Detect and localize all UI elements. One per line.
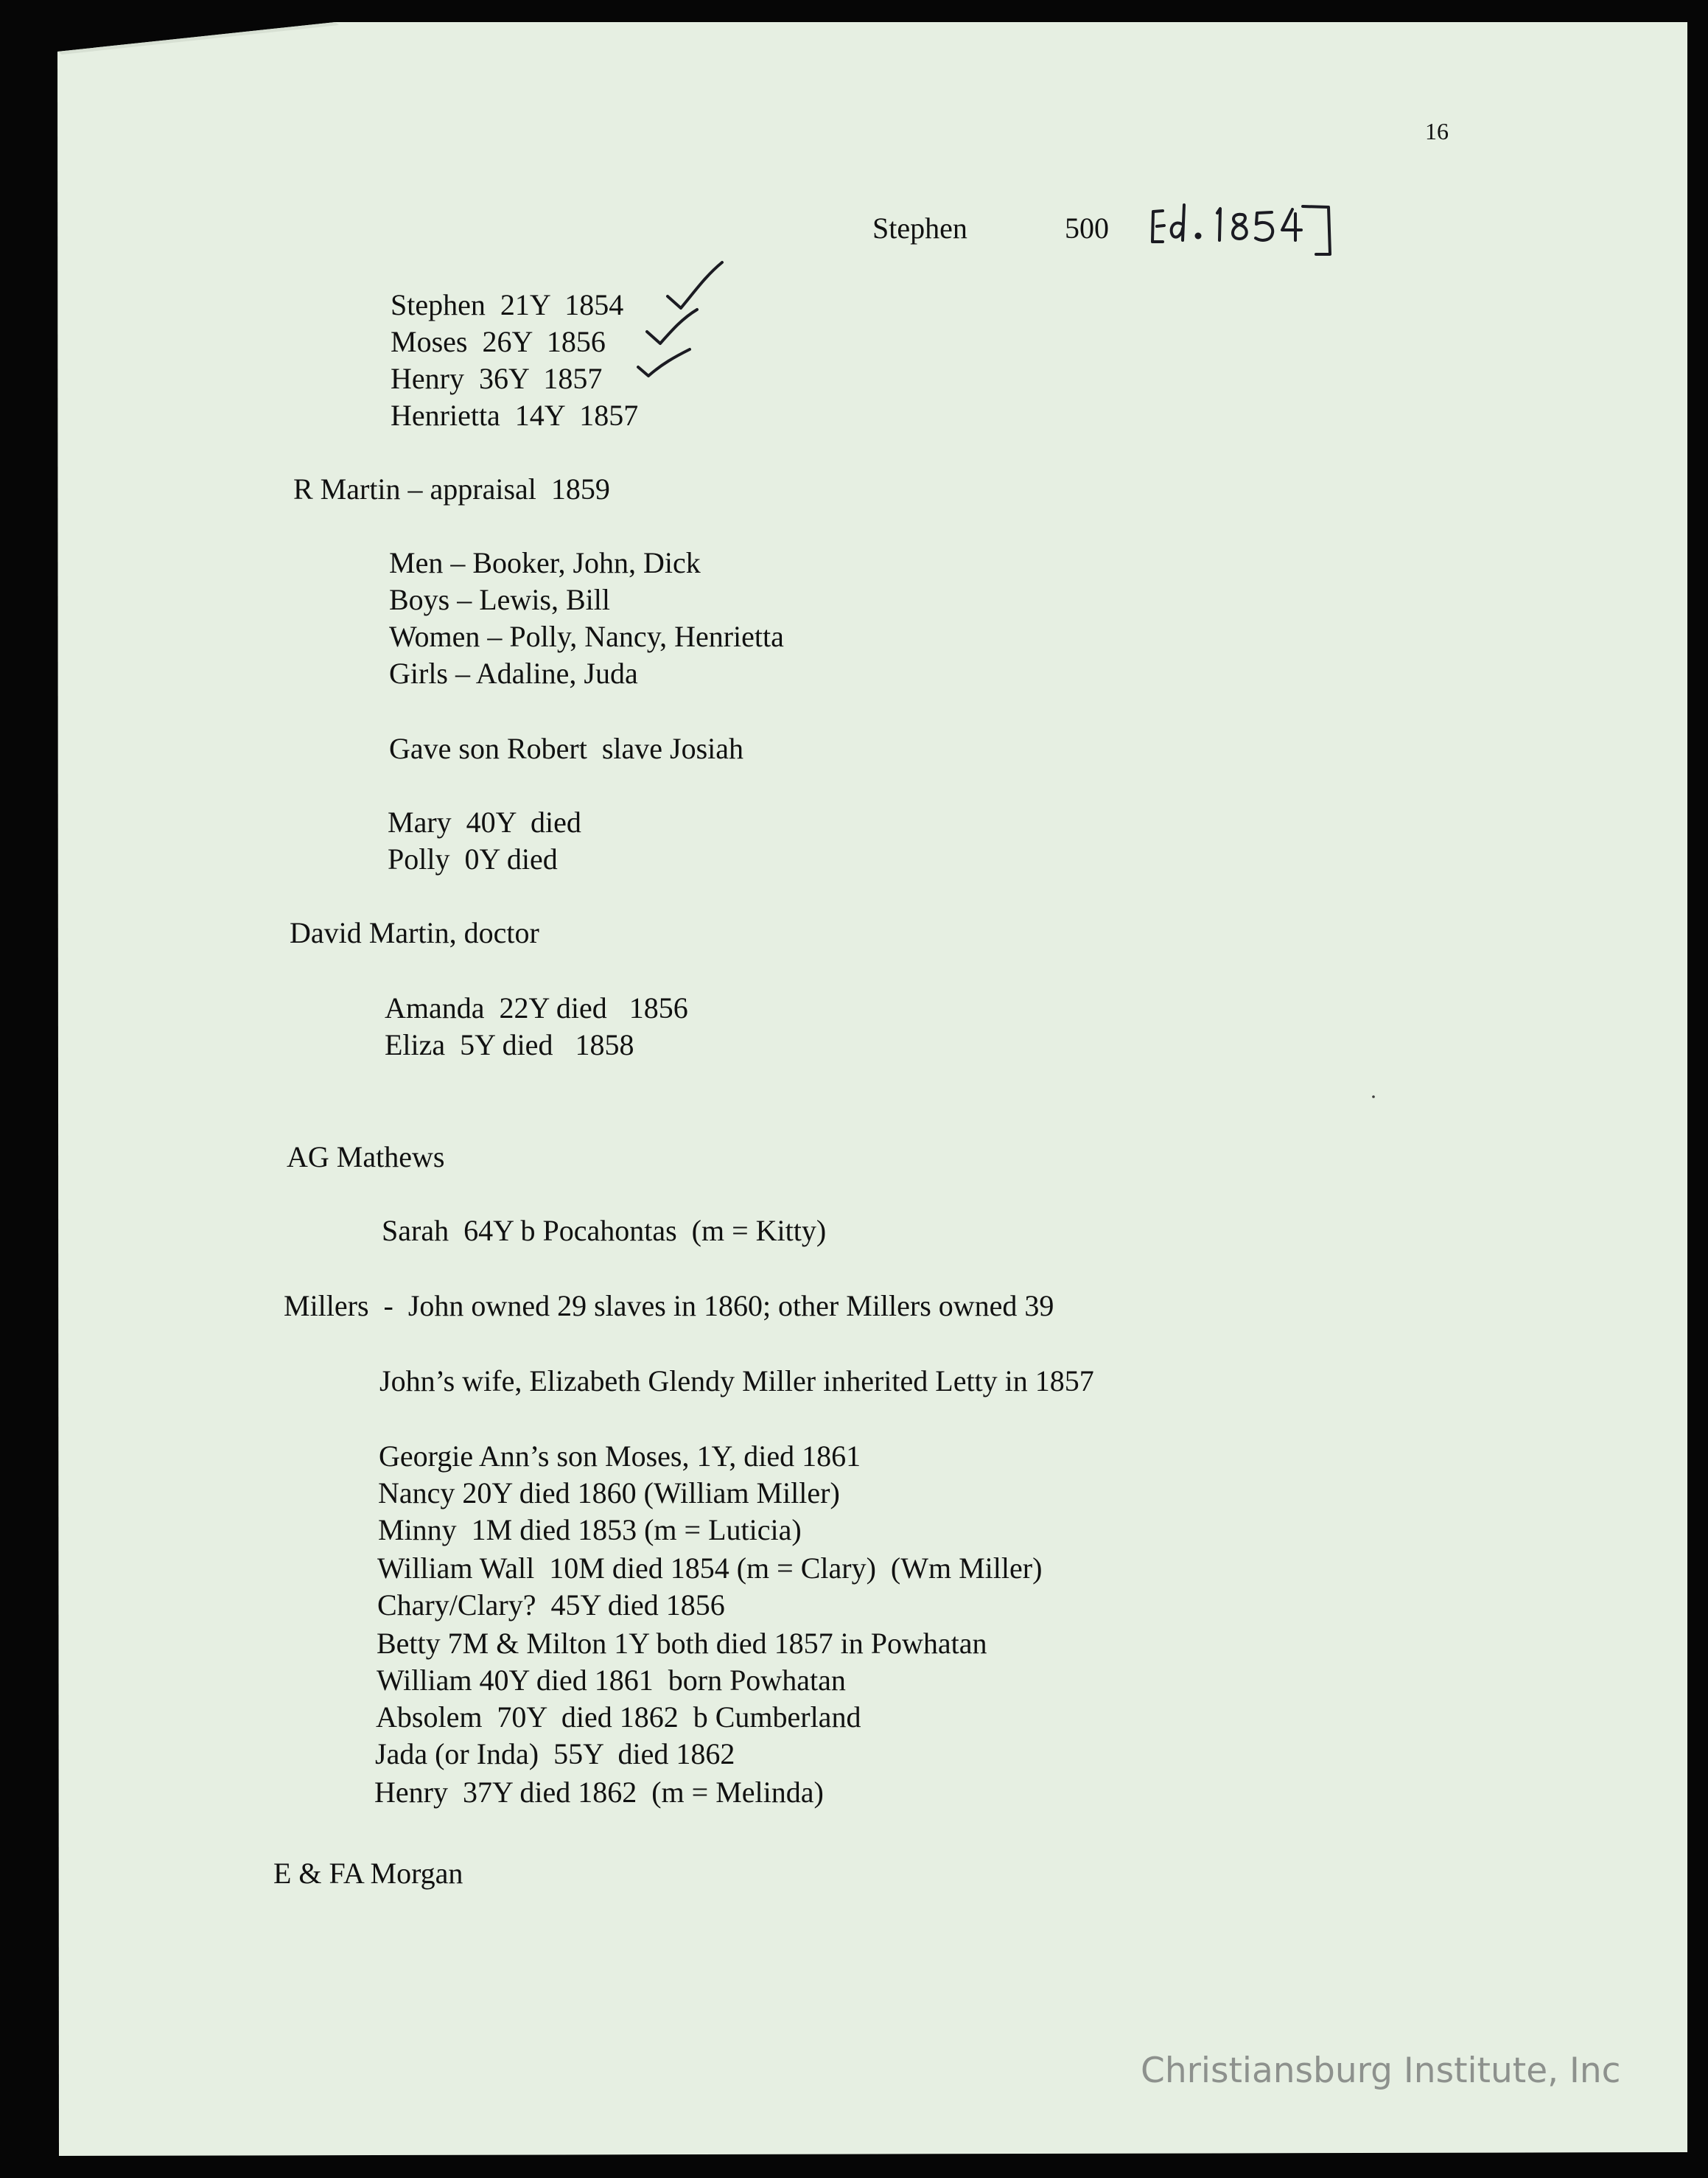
millers-entry: Absolem 70Y died 1862 b Cumberland: [376, 1700, 861, 1734]
millers-entry: William 40Y died 1861 born Powhatan: [377, 1664, 846, 1697]
stephen-entry: Henry 36Y 1857: [391, 362, 603, 395]
millers-entry: Nancy 20Y died 1860 (William Miller): [378, 1476, 840, 1509]
ag-mathews-entry: Sarah 64Y b Pocahontas (m = Kitty): [382, 1214, 827, 1247]
header-amount: 500: [1065, 212, 1109, 245]
millers-entry: Minny 1M died 1853 (m = Luticia): [378, 1513, 802, 1546]
millers-entry: Henry 37Y died 1862 (m = Melinda): [374, 1776, 824, 1809]
stephen-entry: Stephen 21Y 1854: [391, 288, 624, 321]
david-martin-entry: Eliza 5Y died 1858: [385, 1028, 634, 1061]
r-martin-heading: R Martin – appraisal 1859: [293, 472, 610, 506]
check-mark-2-icon: [647, 310, 697, 343]
millers-note: John’s wife, Elizabeth Glendy Miller inherited Letty in 1857: [379, 1364, 1094, 1397]
watermark: Christiansburg Institute, Inc: [1141, 2050, 1621, 2091]
morgan-heading: E & FA Morgan: [273, 1857, 463, 1890]
check-mark-1-icon: [668, 262, 722, 308]
david-martin-entry: Amanda 22Y died 1856: [385, 991, 688, 1025]
r-martin-group: Boys – Lewis, Bill: [389, 583, 611, 616]
r-martin-group: Girls – Adaline, Juda: [389, 657, 638, 690]
r-martin-group: Women – Polly, Nancy, Henrietta: [389, 620, 784, 653]
page-number: 16: [1425, 118, 1449, 144]
millers-entry: Jada (or Inda) 55Y died 1862: [375, 1737, 735, 1770]
stephen-entry: Moses 26Y 1856: [391, 325, 606, 358]
stephen-entry: Henrietta 14Y 1857: [391, 399, 639, 432]
ink-speck: [1372, 1095, 1375, 1098]
r-martin-group: Men – Booker, John, Dick: [389, 546, 701, 579]
handwritten-note-ed-1854: [1152, 205, 1330, 254]
ag-mathews-heading: AG Mathews: [287, 1140, 445, 1173]
r-martin-death: Mary 40Y died: [388, 806, 581, 839]
millers-heading: Millers - John owned 29 slaves in 1860; other Millers owned 39: [284, 1289, 1054, 1322]
r-martin-death: Polly 0Y died: [388, 842, 558, 876]
millers-entry: Chary/Clary? 45Y died 1856: [377, 1588, 725, 1622]
millers-entry: Georgie Ann’s son Moses, 1Y, died 1861: [379, 1439, 861, 1473]
millers-entry: Betty 7M & Milton 1Y both died 1857 in Powhatan: [377, 1627, 987, 1660]
millers-entry: William Wall 10M died 1854 (m = Clary) (Wm Miller): [377, 1552, 1043, 1585]
header-name: Stephen: [872, 212, 967, 245]
r-martin-gift: Gave son Robert slave Josiah: [389, 732, 744, 765]
david-martin-heading: David Martin, doctor: [290, 916, 539, 949]
check-mark-3-icon: [638, 349, 690, 376]
